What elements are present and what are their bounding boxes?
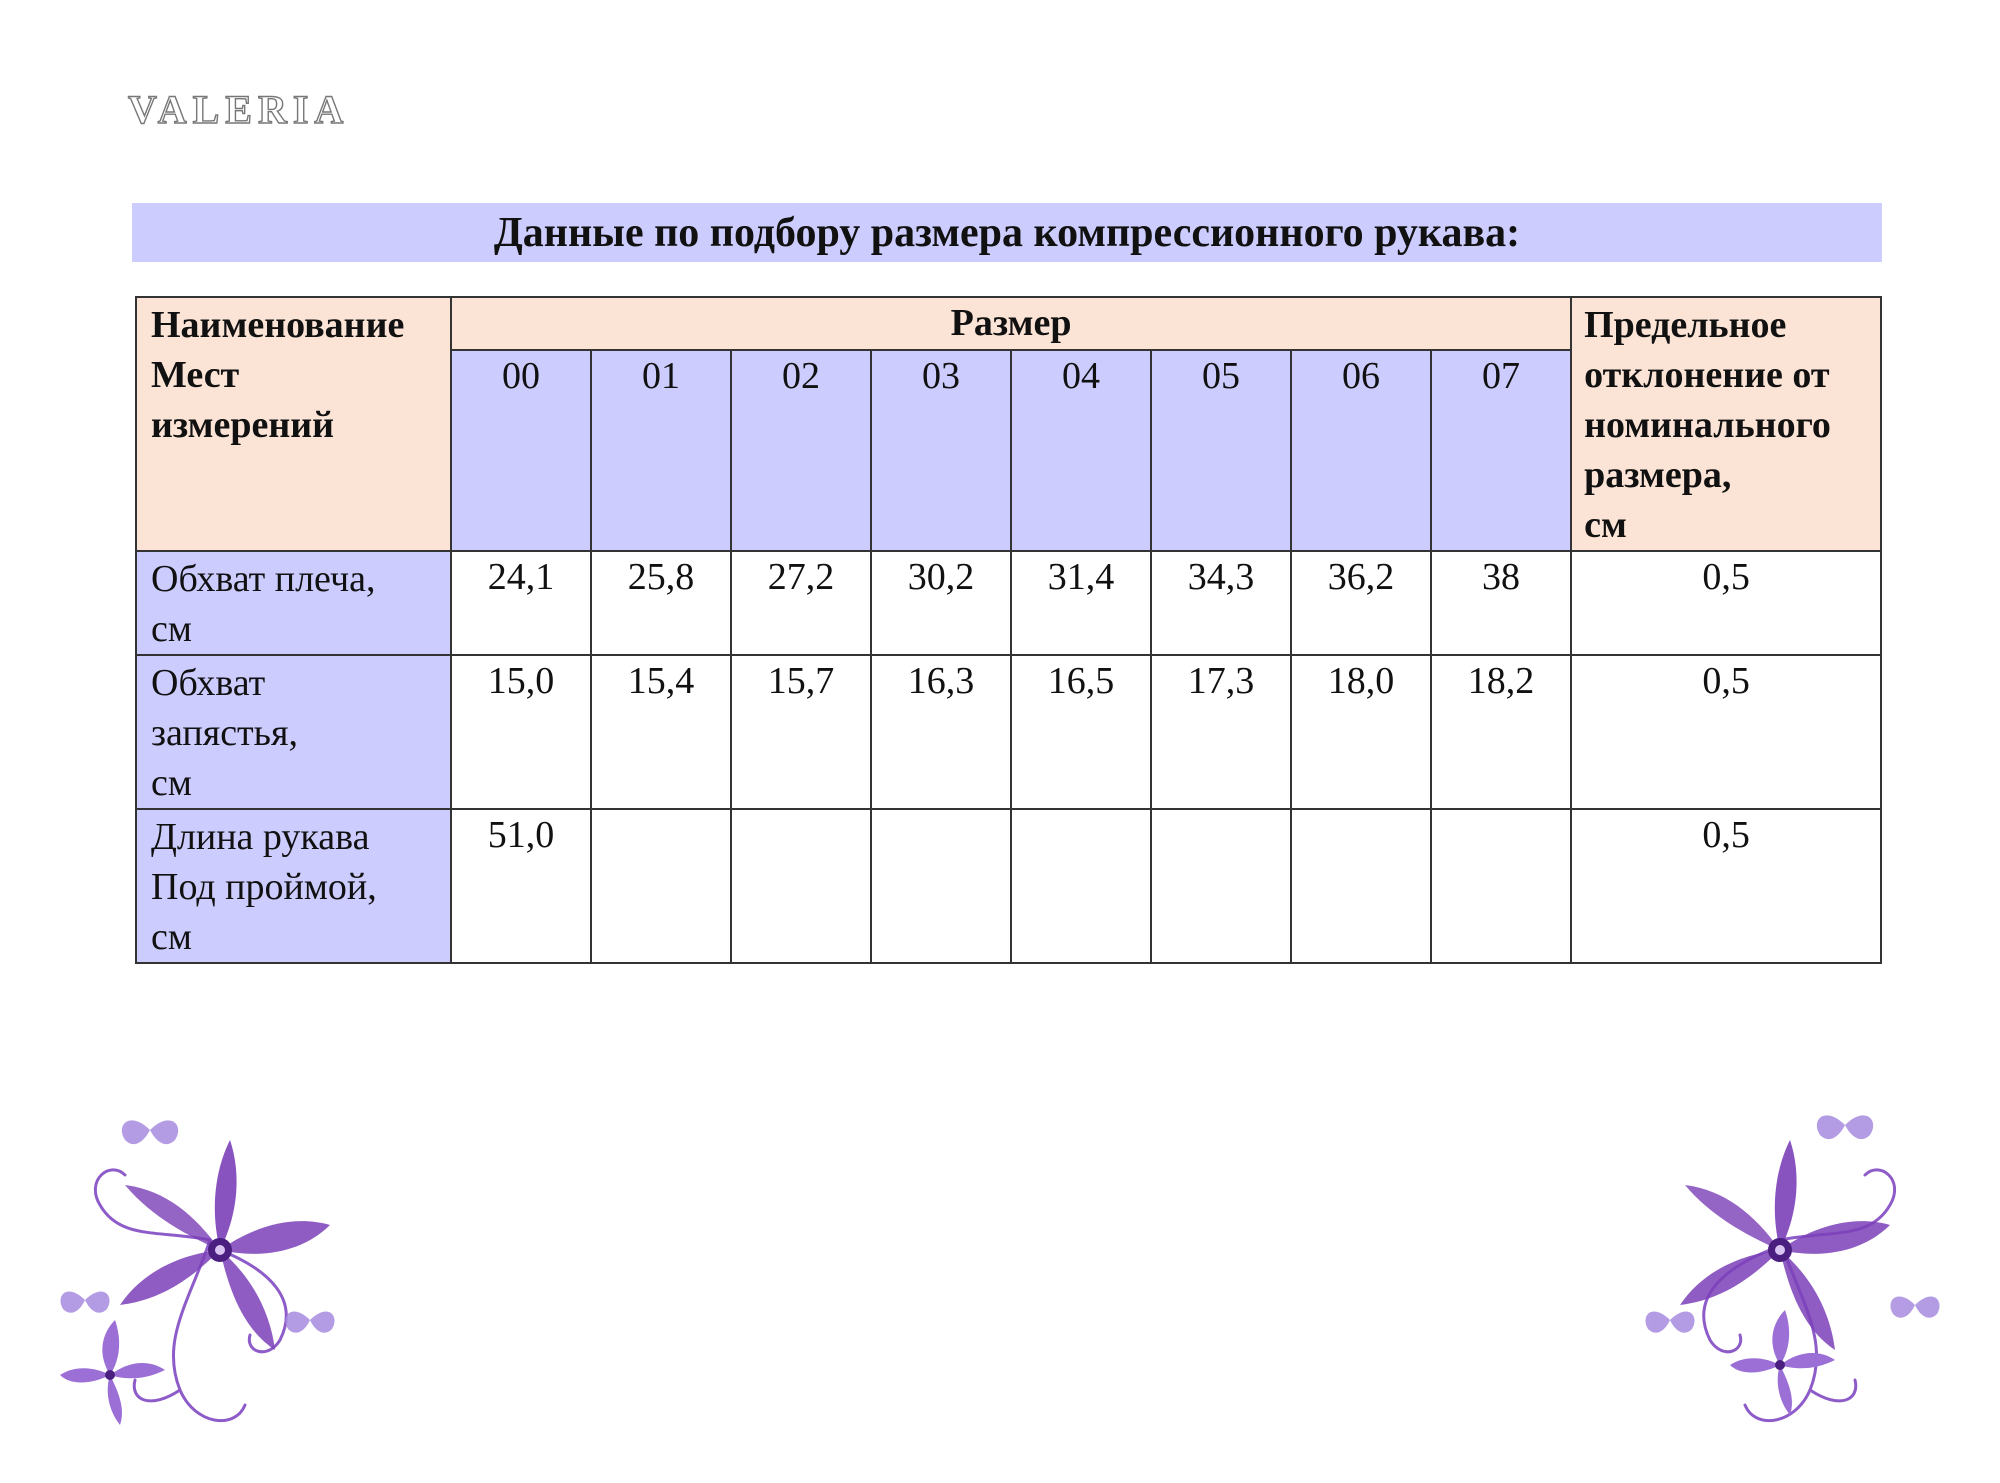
tolerance-cell: 0,5 xyxy=(1571,655,1881,809)
table-cell: 34,3 xyxy=(1151,551,1291,655)
measure-name-header xyxy=(136,297,451,551)
size-code: 07 xyxy=(1431,350,1571,551)
table-row xyxy=(136,809,1881,963)
size-code: 02 xyxy=(731,350,871,551)
table-row xyxy=(136,655,1881,809)
flower-ornament-left xyxy=(40,1090,360,1450)
row-label-line: Обхват плеча, xyxy=(151,558,376,600)
table-cell: 18,0 xyxy=(1291,655,1431,809)
header-line: Мест xyxy=(151,354,240,396)
header-line: см xyxy=(1584,504,1627,546)
size-code: 01 xyxy=(591,350,731,551)
size-code: 06 xyxy=(1291,350,1431,551)
tolerance-header xyxy=(1571,297,1881,551)
row-label xyxy=(136,551,451,655)
table-cell: 16,5 xyxy=(1011,655,1151,809)
table-cell xyxy=(1291,809,1431,963)
table-cell: 24,1 xyxy=(451,551,591,655)
tolerance-cell: 0,5 xyxy=(1571,809,1881,963)
row-label-line: запястья, xyxy=(151,712,298,754)
table-cell: 27,2 xyxy=(731,551,871,655)
table-cell xyxy=(1151,809,1291,963)
table-cell xyxy=(1011,809,1151,963)
table-cell: 30,2 xyxy=(871,551,1011,655)
size-code: 04 xyxy=(1011,350,1151,551)
table-cell: 16,3 xyxy=(871,655,1011,809)
header-line: Наименование xyxy=(151,304,405,346)
header-line: измерений xyxy=(151,404,335,446)
size-group-header: Размер xyxy=(451,297,1571,350)
table-cell xyxy=(1431,809,1571,963)
table-cell: 15,7 xyxy=(731,655,871,809)
size-table xyxy=(135,296,1882,964)
size-code: 03 xyxy=(871,350,1011,551)
header-line: Предельное xyxy=(1584,304,1787,346)
title-bar xyxy=(132,203,1882,262)
row-label xyxy=(136,655,451,809)
row-label xyxy=(136,809,451,963)
brand-logo: VALERIA xyxy=(128,87,350,132)
row-label-line: см xyxy=(151,762,192,804)
table-cell: 25,8 xyxy=(591,551,731,655)
table-cell: 36,2 xyxy=(1291,551,1431,655)
table-cell: 15,0 xyxy=(451,655,591,809)
header-line: размера, xyxy=(1584,454,1732,496)
table-cell: 15,4 xyxy=(591,655,731,809)
row-label-line: Длина рукава xyxy=(151,816,370,858)
table-row xyxy=(136,551,1881,655)
row-label-line: см xyxy=(151,916,192,958)
size-code: 00 xyxy=(451,350,591,551)
table-cell xyxy=(731,809,871,963)
flower-ornament-right xyxy=(1630,1090,1960,1450)
table-cell: 31,4 xyxy=(1011,551,1151,655)
table-cell: 38 xyxy=(1431,551,1571,655)
table-cell: 18,2 xyxy=(1431,655,1571,809)
table-cell xyxy=(591,809,731,963)
row-label-line: Под проймой, xyxy=(151,866,377,908)
header-line: номинального xyxy=(1584,404,1831,446)
page-title: Данные по подбору размера компрессионного рукава: xyxy=(493,209,1521,256)
table-cell: 17,3 xyxy=(1151,655,1291,809)
table-cell xyxy=(871,809,1011,963)
row-label-line: см xyxy=(151,608,192,650)
tolerance-cell: 0,5 xyxy=(1571,551,1881,655)
table-cell: 51,0 xyxy=(451,809,591,963)
size-code: 05 xyxy=(1151,350,1291,551)
row-label-line: Обхват xyxy=(151,662,266,704)
header-line: отклонение от xyxy=(1584,354,1830,396)
